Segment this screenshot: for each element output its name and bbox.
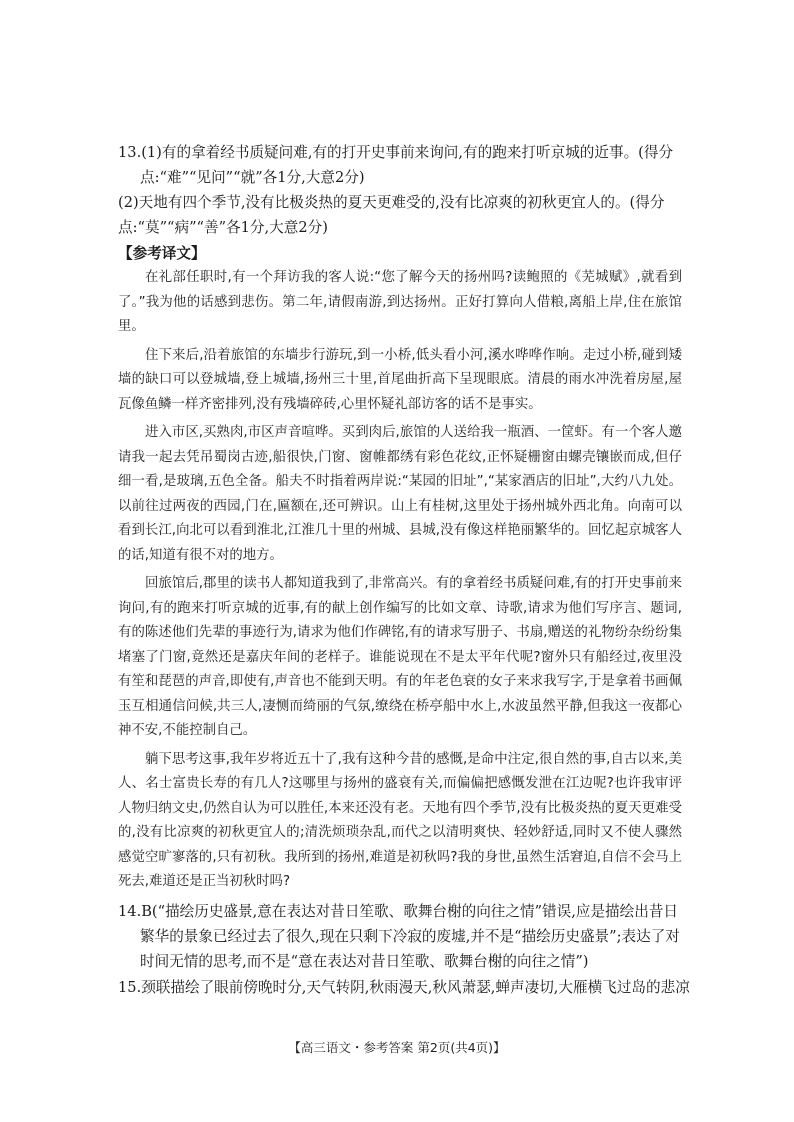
translation-paragraph-5: 躺下思考这事,我年岁将近五十了,我有这种今昔的感慨,是命中注定,很自然的事,自古以来,美人、名士富贵长寿的有几人?这哪里与扬州的盛衰有关,而偏偏把感慨发泄在江边呢?也许我审评人物归纳文史,仍然自认为可以胜任,本来还没有老。天地有四个季节,没有比极炎热的夏天更难受的,没有比凉爽的初秋更宜人的;清洗烦琐杂乱,而代之以清明爽快、轻妙舒适,同时又不使人骤然感觉空旷寥落的,只有初秋。我所到的扬州,难道是初秋吗?我的身世,虽然生活窘迫,自信不会马上死去,难道还是正当初秋时吗?: [118, 751, 682, 889]
reference-translation: [118, 266, 682, 895]
translation-paragraph-4: 回旅馆后,郡里的读书人都知道我到了,非常高兴。有的拿着经书质疑问难,有的打开史事前来询问,有的跑来打听京城的近事,有的献上创作编写的比如文章、诗歌,请求为他们写序言、题词,有的陈述他们先辈的事迹行为,请求为他们作碑铭,有的请求写册子、书扇,赠送的礼物纷杂纷纷集堵塞了门窗,竟然还是嘉庆年间的老样子。谁能说现在不是太平年代呢?窗外只有船经过,夜里没有笙和琵琶的声音,即使有,声音也不能到天明。有的年老色衰的女子来求我写字,于是拿着书画佩玉互相通信问候,共三人,凄恻而绮丽的气氛,缭绕在桥亭船中水上,水波虽然平静,但我这一夜都心神不安,不能控制自己。: [118, 576, 682, 738]
answer-14: 14.B(“描绘历史盛景,意在表达对昔日笙歌、歌舞台榭的向往之情”错误,应是描绘出昔日繁华的景象已经过去了很久,现在只剩下冷寂的废墟,并不是“描绘历史盛景”;表达了对时间无情的思考,而不是“意在表达对昔日笙歌、歌舞台榭的向往之情”): [118, 902, 680, 970]
answer-15: 15.颈联描绘了眼前傍晚时分,天气转阴,秋雨漫天,秋风萧瑟,蝉声凄切,大雁横飞过岛的悲凉: [118, 978, 690, 996]
translation-paragraph-1: 在礼部任职时,有一个拜访我的客人说:“您了解今天的扬州吗?读鲍照的《芜城赋》,就看到了。”我为他的话感到悲伤。第二年,请假南游,到达扬州。正好打算向人借粮,离船上岸,住在旅馆里。: [118, 270, 682, 334]
answer-13-part1: 13.(1)有的拿着经书质疑问难,有的打开史事前来询问,有的跑来打听京城的近事。(得分点:“难”“见问”“就”各1分,大意2分): [118, 144, 674, 186]
translation-paragraph-3: 进入市区,买熟肉,市区声音喧哗。买到肉后,旅馆的人送给我一瓶酒、一筐虾。有一个客人邀请我一起去凭吊蜀岗古迹,船很快,门窗、窗帷都绣有彩色花纹,正怀疑栅窗由螺壳镶嵌而成,但仔细一看,是玻璃,五色全备。船夫不时指着两岸说:“某园的旧址”,“某家酒店的旧址”,大约八九处。以前往过两夜的西园,门在,匾额在,还可辨识。山上有桂树,这里处于扬州城外西北角。向南可以看到长江,向北可以看到淮北,江淮几十里的州城、县城,没有像这样艳丽繁华的。回忆起京城客人的话,知道有很不对的地方。: [118, 425, 682, 563]
translation-paragraph-2: 住下来后,沿着旅馆的东墙步行游玩,到一小桥,低头看小河,溪水哗哗作响。走过小桥,碰到矮墙的缺口可以登城墙,登上城墙,扬州三十里,首尾曲折高下呈现眼底。清晨的雨水冲洗着房屋,屋瓦像鱼鳞一样齐密排列,没有残墙碎砖,心里怀疑礼部访客的话不是事实。: [118, 347, 682, 412]
answer-13: [118, 140, 682, 240]
answer-13-part2: (2)天地有四个季节,没有比极炎热的夏天更难受的,没有比凉爽的初秋更宜人的。(得分点:“莫”“病”“善”各1分,大意2分): [118, 194, 665, 236]
page-footer: 【高三语文・参考答案 第2页(共4页)】: [288, 1040, 506, 1055]
answer-page: [118, 140, 690, 1000]
reference-heading: 【参考译文】: [118, 245, 206, 262]
